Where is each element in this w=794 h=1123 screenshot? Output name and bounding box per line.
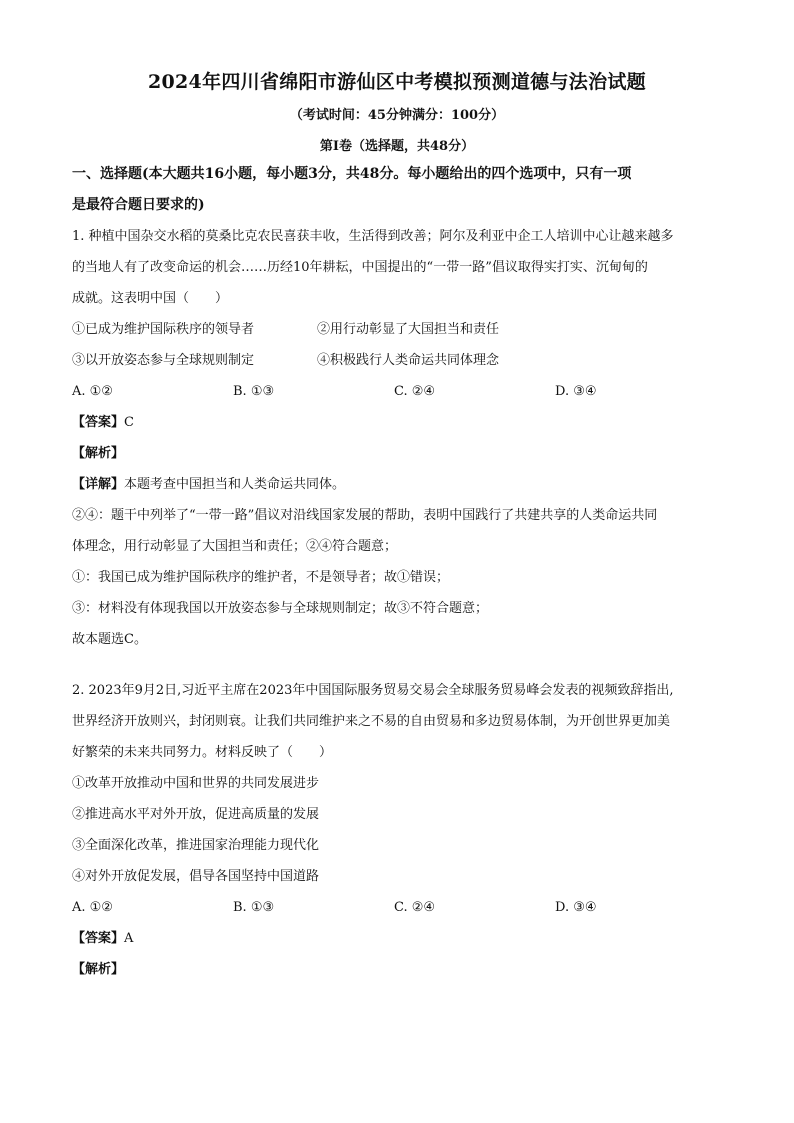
q1-choice-c: C. ②④ <box>394 384 436 399</box>
q2-choice-d: D. ③④ <box>555 900 597 915</box>
q1-choices <box>72 376 722 407</box>
q1-choice-d: D. ③④ <box>555 384 597 399</box>
q2-choices <box>72 892 722 923</box>
q2-statement-2: ②推进高水平对外开放，促进高质量的发展 <box>72 807 320 822</box>
q2-statement-1: ①改革开放推动中国和世界的共同发展进步 <box>72 776 320 791</box>
q1-explanation-1-line-2: 体理念，用行动彰显了大国担当和责任；②④符合题意； <box>72 539 398 554</box>
q2-choice-a: A. ①② <box>72 900 113 915</box>
q2-choice-b: B. ①③ <box>233 900 275 915</box>
q1-conclusion: 故本题选C。 <box>72 632 147 647</box>
q2-statement-4: ④对外开放促发展，倡导各国坚持中国道路 <box>72 869 320 884</box>
section-heading-line-1: 一、选择题(本大题共16小题，每小题3分，共48分。每小题给出的四个选项中，只有一项 <box>72 166 632 182</box>
q1-detail-text: 本题考查中国担当和人类命运共同体。 <box>124 477 346 492</box>
q1-statement-3: ③以开放姿态参与全球规则制定 <box>72 353 255 368</box>
q2-stem-line-3: 好繁荣的未来共同努力。材料反映了（ ） <box>72 745 333 760</box>
q2-statement-3: ③全面深化改革，推进国家治理能力现代化 <box>72 838 320 853</box>
q1-statement-4: ④积极践行人类命运共同体理念 <box>317 353 500 368</box>
q2-stem-line-1: 2. 2023年9月2日,习近平主席在2023年中国国际服务贸易交易会全球服务贸易峰会发表的视频致辞指出, <box>72 683 674 698</box>
question-2 <box>72 675 722 985</box>
part-heading: 第Ⅰ卷（选择题，共48分） <box>319 139 475 154</box>
section-heading <box>72 159 722 221</box>
q2-answer-value: A <box>124 931 134 946</box>
q1-choice-a: A. ①② <box>72 384 113 399</box>
q1-answer <box>72 407 722 438</box>
q1-statement-row-2 <box>72 345 722 376</box>
q1-choice-b: B. ①③ <box>233 384 275 399</box>
q1-answer-value: C <box>124 415 134 430</box>
section-heading-line-2: 是最符合题日要求的) <box>72 197 205 213</box>
q1-stem-line-1: 1. 种植中国杂交水稻的莫桑比克农民喜获丰收，生活得到改善；阿尔及利亚中企工人培训中心让越来越多 <box>72 229 674 244</box>
q2-answer-tag: 【答案】 <box>72 931 125 946</box>
q1-detail-tag: 【详解】 <box>72 477 125 492</box>
q1-statement-2: ②用行动彰显了大国担当和责任 <box>317 322 500 337</box>
exam-time-info: （考试时间：45分钟满分：100分） <box>289 108 505 123</box>
q1-stem-line-3: 成就。这表明中国（ ） <box>72 291 229 306</box>
q1-explanation-2: ①：我国已成为维护国际秩序的维护者，不是领导者；故①错误； <box>72 570 450 585</box>
question-1 <box>72 221 722 655</box>
q1-analysis-tag: 【解析】 <box>72 446 125 461</box>
q2-stem-line-2: 世界经济开放则兴，封闭则衰。让我们共同维护来之不易的自由贸易和多边贸易体制，为开创世界更加美 <box>72 714 671 729</box>
q1-detail <box>72 469 722 500</box>
page-title: 2024年四川省绵阳市游仙区中考模拟预测道德与法治试题 <box>148 71 646 93</box>
q1-explanation-3: ③：材料没有体现我国以开放姿态参与全球规则制定；故③不符合题意； <box>72 601 489 616</box>
q1-answer-tag: 【答案】 <box>72 415 125 430</box>
q2-choice-c: C. ②④ <box>394 900 436 915</box>
q1-explanation-1-line-1: ②④：题干中列举了“一带一路”倡议对沿线国家发展的帮助，表明中国践行了共建共享的人类命运共同 <box>72 508 658 523</box>
question-spacer <box>72 655 722 675</box>
q1-statement-row-1 <box>72 314 722 345</box>
q1-statement-1: ①已成为维护国际秩序的领导者 <box>72 322 255 337</box>
q2-answer <box>72 923 722 954</box>
q2-analysis-tag: 【解析】 <box>72 962 125 977</box>
q1-stem-line-2: 的当地人有了改变命运的机会……历经10年耕耘，中国提出的“一带一路”倡议取得实打实、沉甸甸的 <box>72 260 648 275</box>
